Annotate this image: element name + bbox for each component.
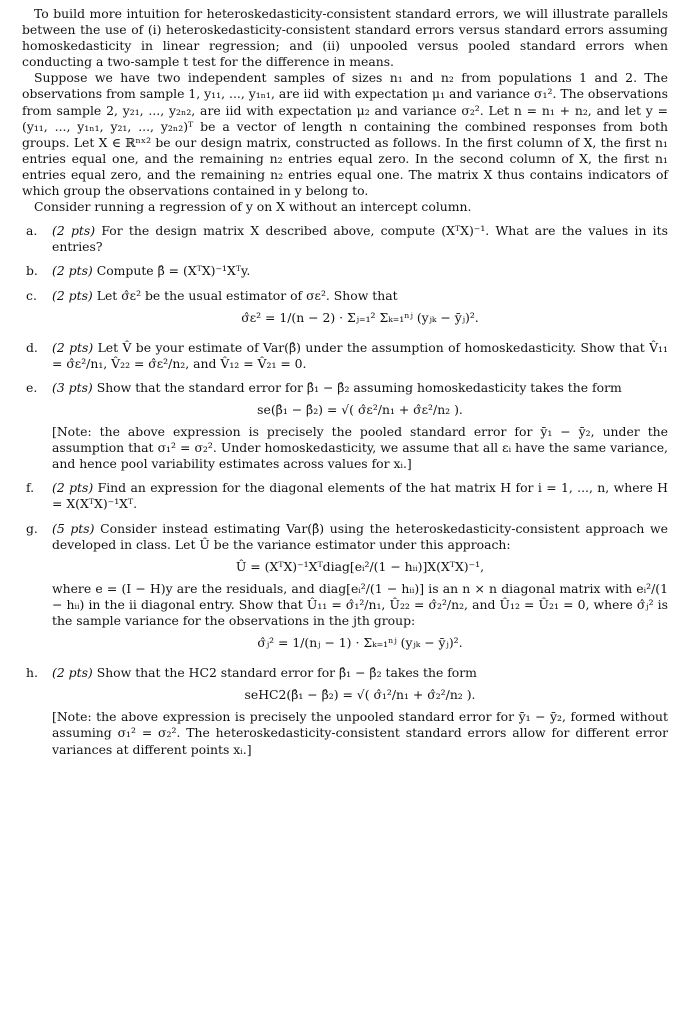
points: (2 pts) <box>52 223 96 239</box>
points: (2 pts) <box>52 287 93 303</box>
part-b <box>22 263 668 279</box>
part-text: Let V̂ be your estimate of Var(β̂) under the assumption of homoskedasticity. Show that V̂₁₁ = σ̂ε²/n₁, V̂₂₂ = σ̂ε²/n₂, and V̂₁₂ = V̂₂₁ = 0. <box>52 339 668 371</box>
points: (3 pts) <box>52 379 93 395</box>
points: (2 pts) <box>52 665 93 681</box>
part-label: e. <box>26 379 38 395</box>
part-f <box>22 480 668 512</box>
part-text: Compute β̂ = (XᵀX)⁻¹Xᵀy. <box>96 263 251 279</box>
problem-page <box>22 6 668 758</box>
part-label: b. <box>26 263 38 279</box>
note: [Note: the above expression is precisely the unpooled standard error for ȳ₁ − ȳ₂, formed without assuming σ₁² = σ₂². The heteroskedasticity-consistent standard errors allow for different error variances at different points xᵢ.] <box>52 709 668 757</box>
equation: Û = (XᵀX)⁻¹Xᵀdiag[eᵢ²/(1 − hᵢᵢ)]X(XᵀX)⁻¹, <box>235 558 485 574</box>
part-text: Show that the standard error for β̂₁ − β̂₂ assuming homoskedasticity takes the form <box>96 379 622 395</box>
equation: seHC2(β̂₁ − β̂₂) = √( σ̂₁²/n₁ + σ̂₂²/n₂ ). <box>244 687 476 703</box>
part-label: h. <box>26 665 38 681</box>
part-text-2: where e = (I − H)y are the residuals, and diag[eᵢ²/(1 − hᵢᵢ)] is an n × n diagonal matrix with eᵢ²/(1 − hᵢᵢ) in the ii diagonal entry. Show that Û₁₁ = σ̂₁²/n₁, Û₂₂ = σ̂₂²/n₂, and Û₁₂ = Û₂₁ = 0, where σ̂ⱼ² is the sample variance for the observations in the jth group: <box>52 580 668 628</box>
part-g <box>22 521 668 658</box>
part-text: Let σ̂ε² be the usual estimator of σε². Show that <box>96 287 398 303</box>
part-text: Consider instead estimating Var(β̂) using the heteroskedasticity-consistent approach we developed in class. Let Û be the variance estimator under this approach: <box>52 520 668 552</box>
part-text: Find an expression for the diagonal elements of the hat matrix H for i = 1, ..., n, where H = X(XᵀX)⁻¹Xᵀ. <box>52 480 668 512</box>
points: (2 pts) <box>52 263 93 279</box>
part-c <box>22 288 668 332</box>
equation: σ̂ⱼ² = 1/(nⱼ − 1) · Σₖ₌₁ⁿʲ (yⱼₖ − ȳⱼ)². <box>257 635 463 651</box>
part-label: a. <box>26 223 38 239</box>
intro-paragraph-1: To build more intuition for heteroskedasticity-consistent standard errors, we will illustrate parallels between the use of (i) heteroskedasticity-consistent standard errors versus standard errors assuming homoskedasticity in linear regression; and (ii) unpooled versus pooled standard errors when conducting a two-sample t test for the difference in means. <box>22 6 668 70</box>
equation: se(β̂₁ − β̂₂) = √( σ̂ε²/n₁ + σ̂ε²/n₂ ). <box>257 401 463 417</box>
points: (5 pts) <box>52 520 95 536</box>
points: (2 pts) <box>52 339 94 355</box>
points: (2 pts) <box>52 480 94 496</box>
part-e <box>22 380 668 472</box>
intro-paragraph-2: Suppose we have two independent samples of sizes n₁ and n₂ from populations 1 and 2. The observations from sample 1, y₁₁, ..., y₁ₙ₁, are iid with expectation μ₁ and variance σ₁². The observations from sample 2, y₂₁, ..., y₂ₙ₂, are iid with expectation μ₂ and variance σ₂². Let n = n₁ + n₂, and let y = (y₁₁, ..., y₁ₙ₁, y₂₁, ..., y₂ₙ₂)ᵀ be a vector of length n containing the combined responses from both groups. Let X ∈ ℝⁿˣ² be our design matrix, constructed as follows. In the first column of X, the first n₁ entries equal one, and the remaining n₂ entries equal zero. In the second column of X, the first n₁ entries equal zero, and the remaining n₂ entries equal one. The matrix X thus contains indicators of which group the observations contained in y belong to. <box>22 70 668 199</box>
part-text: Show that the HC2 standard error for β̂₁ − β̂₂ takes the form <box>96 665 477 681</box>
part-label: c. <box>26 287 37 303</box>
part-label: f. <box>26 480 35 496</box>
part-a <box>22 223 668 255</box>
intro-paragraph-3: Consider running a regression of y on X without an intercept column. <box>34 199 472 215</box>
part-label: g. <box>26 520 38 536</box>
part-d <box>22 340 668 372</box>
part-label: d. <box>26 339 38 355</box>
note: [Note: the above expression is precisely the pooled standard error for ȳ₁ − ȳ₂, under the assumption that σ₁² = σ₂². Under homoskedasticity, we assume that all εᵢ have the same variance, and hence pool variability estimates across values for xᵢ.] <box>52 424 668 472</box>
part-h <box>22 665 668 757</box>
equation: σ̂ε² = 1/(n − 2) · Σⱼ₌₁² Σₖ₌₁ⁿʲ (yⱼₖ − ȳⱼ)². <box>241 309 479 325</box>
part-text: For the design matrix X described above, compute (XᵀX)⁻¹. What are the values in its entries? <box>52 223 668 255</box>
